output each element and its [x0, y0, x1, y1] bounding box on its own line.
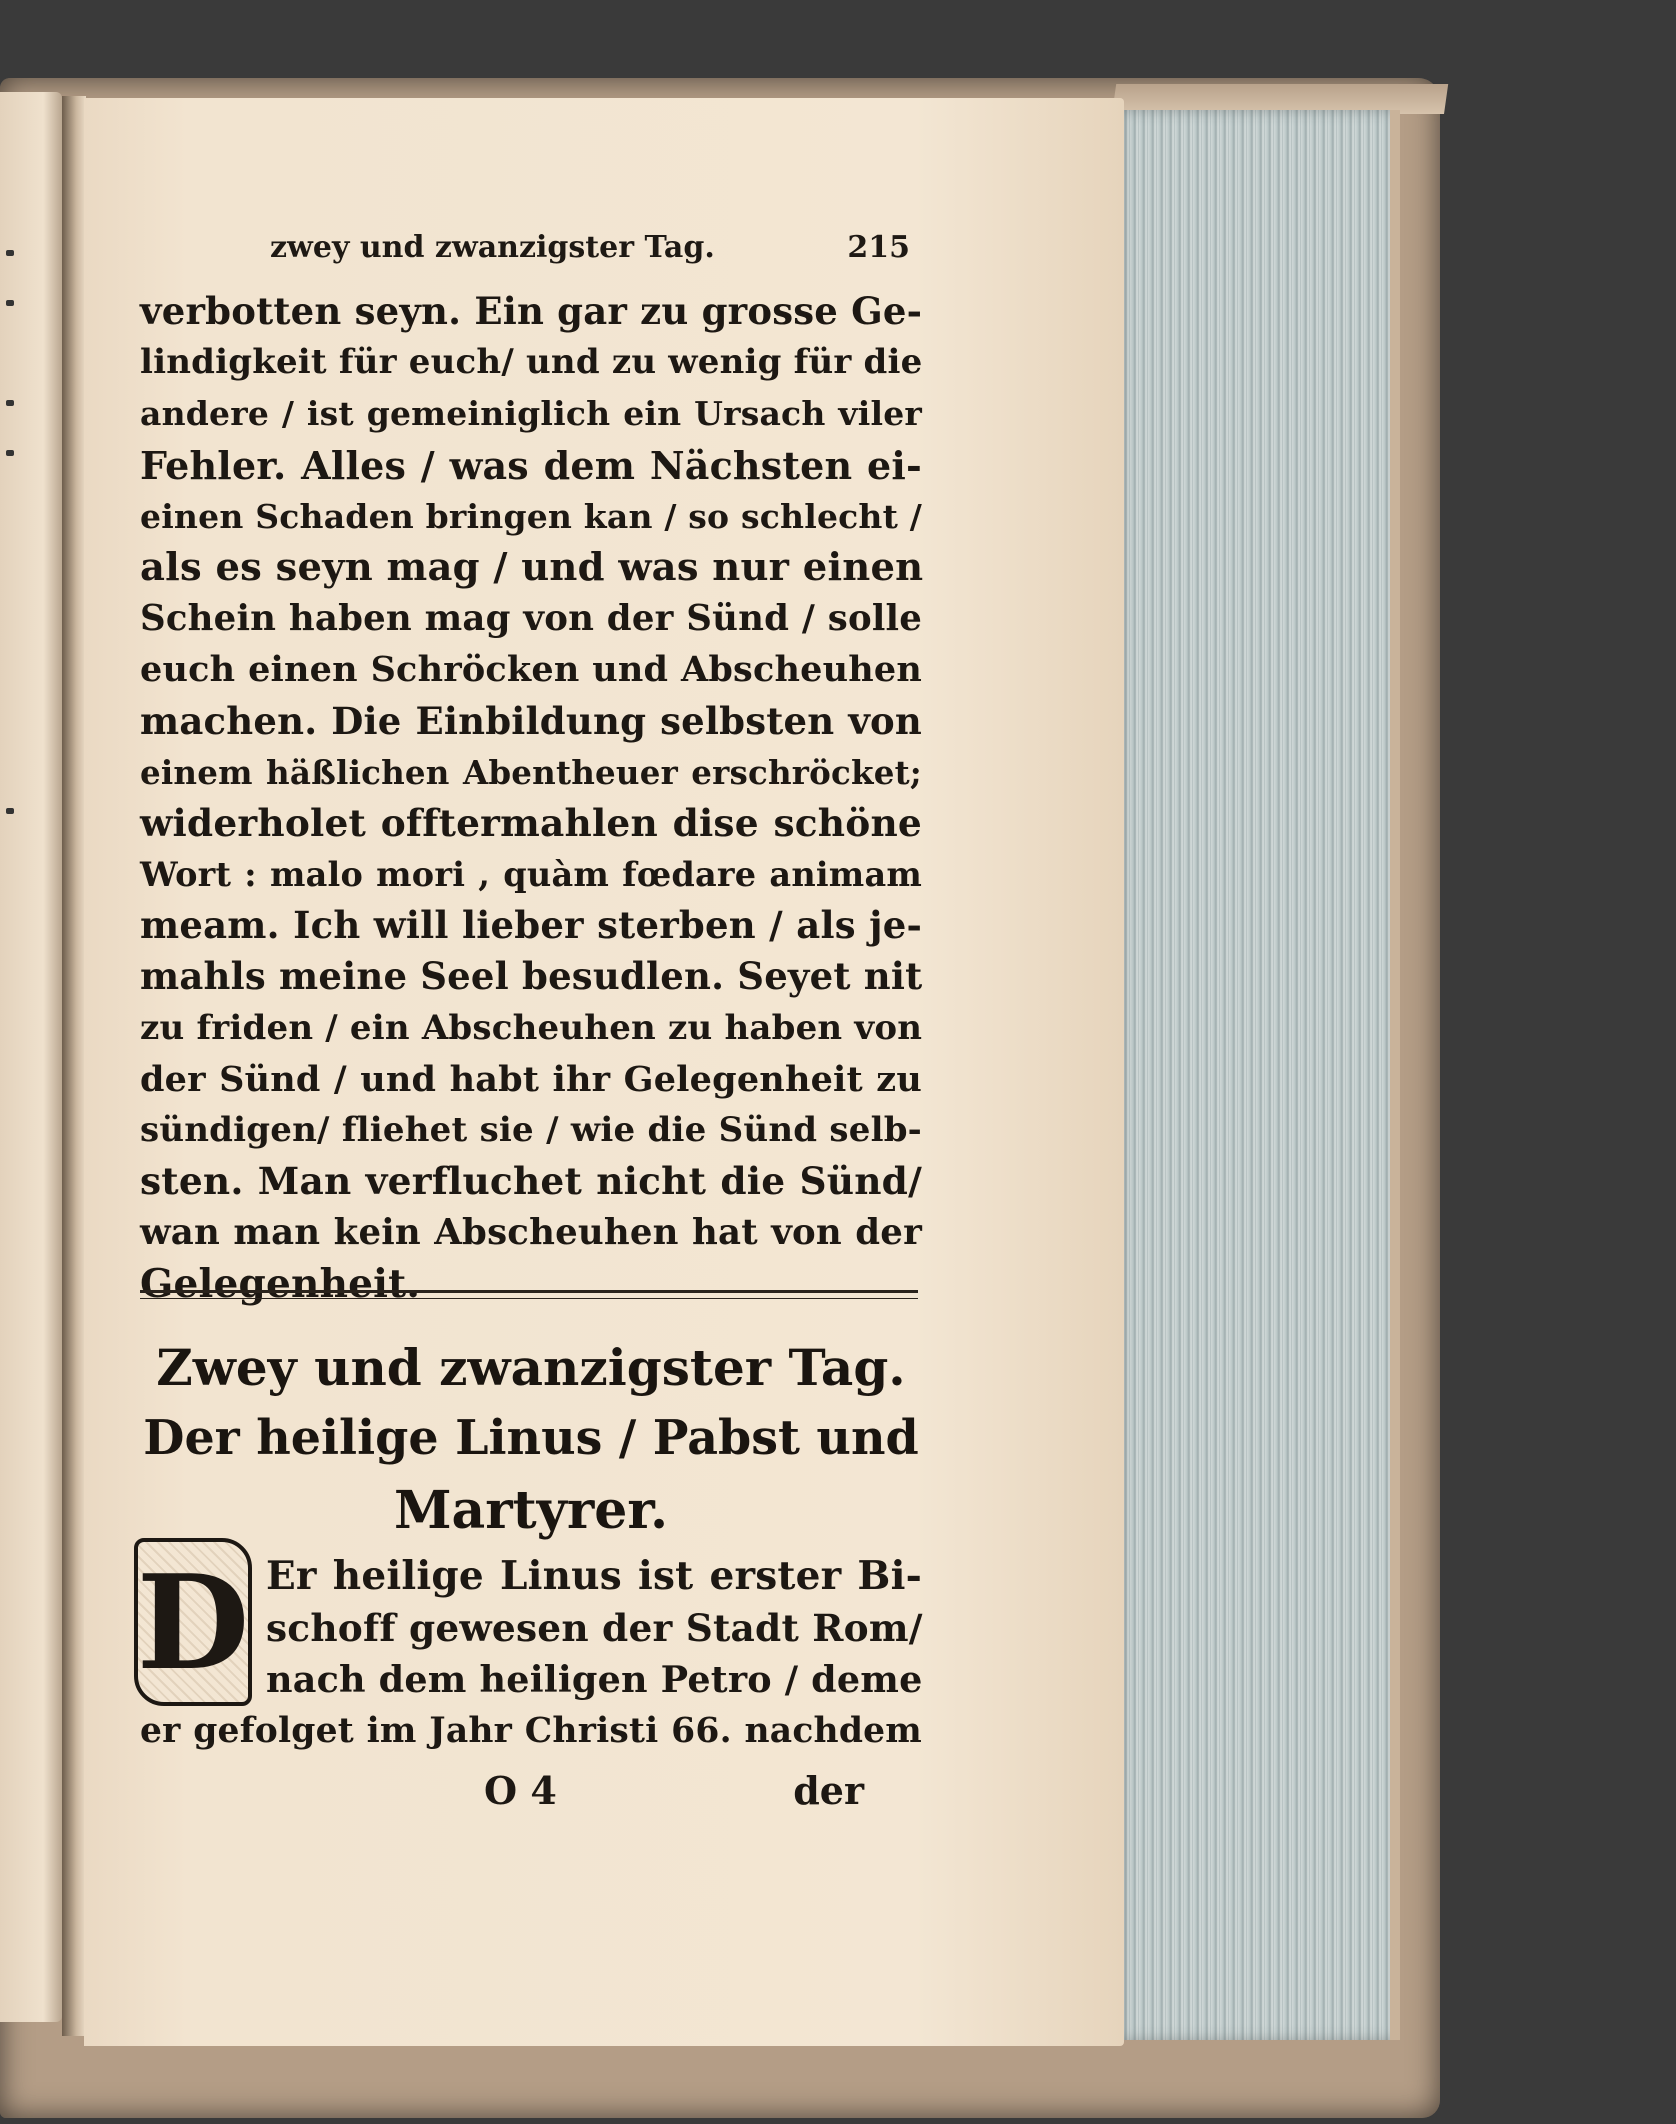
text-line: Schein haben mag von der Sünd / solle [140, 598, 922, 640]
text-line: andere / ist gemeiniglich ein Ursach viler [140, 394, 922, 434]
paragraph-continuation [140, 1706, 922, 1757]
text-line: wan man kein Abscheuhen hat von der [140, 1212, 922, 1254]
text-line: verbotten seyn. Ein gar zu grosse Ge- [140, 289, 923, 333]
saint-title-continued: Martyrer. [393, 1480, 669, 1541]
left-page-edge [0, 92, 62, 2022]
page-number: 215 [847, 230, 910, 265]
text-line: euch einen Schröcken und Abscheuhen [140, 649, 922, 691]
section-heading: Zwey und zwanzigster Tag. [156, 1338, 906, 1397]
text-line: nach dem heiligen Petro / deme [266, 1658, 923, 1701]
section-divider [140, 1290, 918, 1299]
page-footer [484, 1768, 864, 1813]
left-page-mark [6, 300, 14, 306]
text-line: lindigkeit für euch/ und zu wenig für die [140, 342, 923, 383]
text-line: zu friden / ein Abscheuhen zu haben von [140, 1007, 923, 1048]
text-line: einen Schaden bringen kan / so schlecht / [140, 496, 923, 536]
running-head-title: zwey und zwanzigster Tag. [270, 230, 715, 265]
drop-cap: D [134, 1538, 252, 1706]
left-page-mark [6, 250, 14, 256]
text-line: einem häßlichen Abentheuer erschröcket; [140, 752, 922, 792]
saint-title: Der heilige Linus / Pabst und [143, 1410, 919, 1466]
text-line: widerholet offtermahlen dise schöne [140, 800, 922, 845]
text-line: als es seyn mag / und was nur einen [140, 544, 924, 590]
text-line: er gefolget im Jahr Christi 66. nachdem [140, 1711, 922, 1751]
text-line: sündigen/ fliehet sie / wie die Sünd selb- [140, 1110, 922, 1150]
book-gutter [62, 96, 86, 2036]
text-line: machen. Die Einbildung selbsten von [140, 698, 922, 743]
drop-cap-text [266, 1550, 922, 1706]
text-line: schoff gewesen der Stadt Rom/ [266, 1606, 923, 1650]
text-line: Wort : malo mori , quàm fœdare animam [140, 855, 922, 895]
catchword: der [793, 1768, 864, 1813]
page-block-edges [1112, 110, 1400, 2040]
text-line: meam. Ich will lieber sterben / als je- [140, 903, 922, 948]
signature-mark: O 4 [484, 1768, 557, 1813]
left-page-mark [6, 400, 14, 406]
text-line: Gelegenheit. [140, 1260, 421, 1307]
text-line: der Sünd / und habt ihr Gelegenheit zu [140, 1058, 922, 1100]
left-page-mark [6, 450, 14, 456]
text-line: mahls meine Seel besudlen. Seyet nit [140, 954, 923, 999]
running-head [270, 230, 910, 265]
text-line: Fehler. Alles / was dem Nächsten ei- [140, 442, 922, 488]
left-page-mark [6, 808, 14, 814]
body-text [140, 286, 922, 1310]
text-line: Er heilige Linus ist erster Bi- [266, 1553, 922, 1599]
text-line: sten. Man verfluchet nicht die Sünd/ [140, 1159, 922, 1204]
